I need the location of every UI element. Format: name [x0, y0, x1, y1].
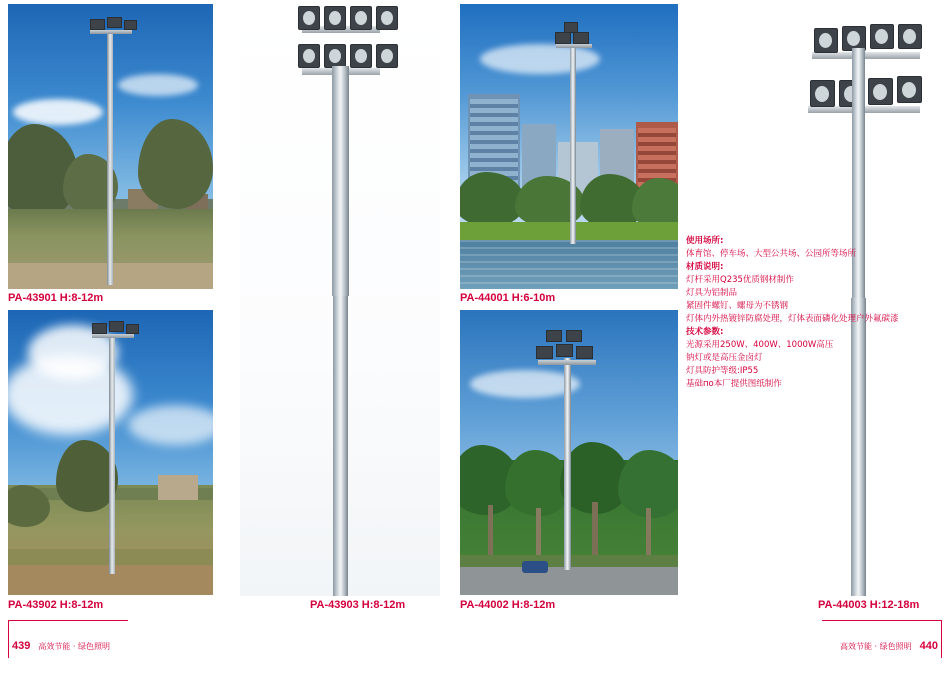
reflector	[902, 82, 916, 98]
reflector	[847, 31, 860, 46]
reflector	[355, 11, 367, 25]
lamp-crossbar	[92, 334, 134, 338]
lamp-crossbar	[556, 44, 592, 48]
car	[522, 561, 548, 573]
material-line-3: 紧固件螺钉、螺母为不锈钢	[686, 301, 789, 311]
material-line-4: 灯体内外热镀锌防腐处理，灯体表面磷化处理户外氟碳漆	[686, 314, 899, 324]
page-number-right: 440	[919, 640, 938, 652]
footer-text-right: 高效节能 · 绿色照明	[840, 641, 912, 651]
water-ripples	[460, 240, 678, 289]
lamp-head	[546, 330, 562, 342]
specification-block	[686, 235, 899, 391]
photo-43902	[8, 310, 213, 595]
caption-44001: PA-44001 H:6-10m	[460, 292, 556, 304]
caption-43901: PA-43901 H:8-12m	[8, 292, 104, 304]
light-pole-lower	[333, 296, 348, 596]
reflector	[355, 49, 367, 63]
tech-title: 技术参数:	[686, 327, 724, 337]
light-pole	[564, 358, 571, 570]
material-line-2: 灯具为铝制品	[686, 288, 738, 298]
cloud	[480, 44, 600, 74]
lamp-head	[573, 32, 589, 44]
tech-line-2: 钠灯或是高压金卤灯	[686, 353, 763, 363]
photo-43903	[240, 4, 440, 596]
footer-right	[836, 637, 942, 655]
lamp-head	[92, 323, 107, 334]
lamp-head	[107, 17, 122, 28]
reflector	[303, 49, 315, 63]
usage-title: 使用场所:	[686, 236, 724, 246]
page-number-left: 439	[12, 640, 31, 652]
lamp-head	[126, 324, 139, 334]
lamp-head	[576, 346, 593, 359]
reflector	[381, 49, 393, 63]
footer-rule-left	[8, 620, 128, 621]
photo-44001	[460, 4, 678, 289]
lamp-head	[555, 32, 571, 44]
light-pole	[109, 334, 115, 574]
lamp-crossbar-upper	[812, 52, 920, 59]
caption-44003: PA-44003 H:12-18m	[818, 599, 920, 611]
light-pole	[570, 44, 576, 244]
photo-43901	[8, 4, 213, 289]
reflector	[303, 11, 315, 25]
building	[158, 475, 198, 500]
footer-text-left: 高效节能 · 绿色照明	[38, 641, 110, 651]
caption-43903: PA-43903 H:8-12m	[310, 599, 406, 611]
reflector	[329, 49, 341, 63]
footer-rule-right	[822, 620, 942, 621]
tech-line-1: 光源采用250W、400W、1000W高压	[686, 340, 834, 350]
light-pole-upper	[332, 66, 349, 296]
caption-43902: PA-43902 H:8-12m	[8, 599, 104, 611]
reflector	[329, 11, 341, 25]
material-title: 材质说明:	[686, 262, 724, 272]
reflector	[903, 29, 916, 44]
lamp-head	[536, 346, 553, 359]
lamp-head	[566, 330, 582, 342]
lamp-crossbar	[538, 360, 596, 365]
photo-44002	[460, 310, 678, 595]
lamp-head	[90, 19, 105, 30]
reflector	[381, 11, 393, 25]
cloud	[128, 405, 213, 445]
reflector	[873, 84, 887, 100]
usage-line-1: 体育馆、停车场、大型公共场、公园所等场所	[686, 249, 857, 259]
tech-line-4: 基础по本厂提供图纸制作	[686, 379, 782, 389]
reflector	[875, 29, 888, 44]
lamp-crossbar	[90, 30, 132, 34]
reflector	[815, 86, 829, 102]
light-pole	[107, 30, 113, 285]
lamp-head	[109, 321, 124, 332]
tech-line-3: 灯具防护等级:IP55	[686, 366, 759, 376]
caption-44002: PA-44002 H:8-12m	[460, 599, 556, 611]
material-line-1: 灯杆采用Q235优质钢材制作	[686, 275, 794, 285]
cloud	[13, 99, 103, 125]
lamp-head	[556, 344, 573, 357]
cloud	[118, 74, 198, 96]
reflector	[819, 33, 832, 48]
lamp-head	[564, 22, 578, 33]
lamp-head	[124, 20, 137, 30]
footer-left	[8, 637, 114, 655]
